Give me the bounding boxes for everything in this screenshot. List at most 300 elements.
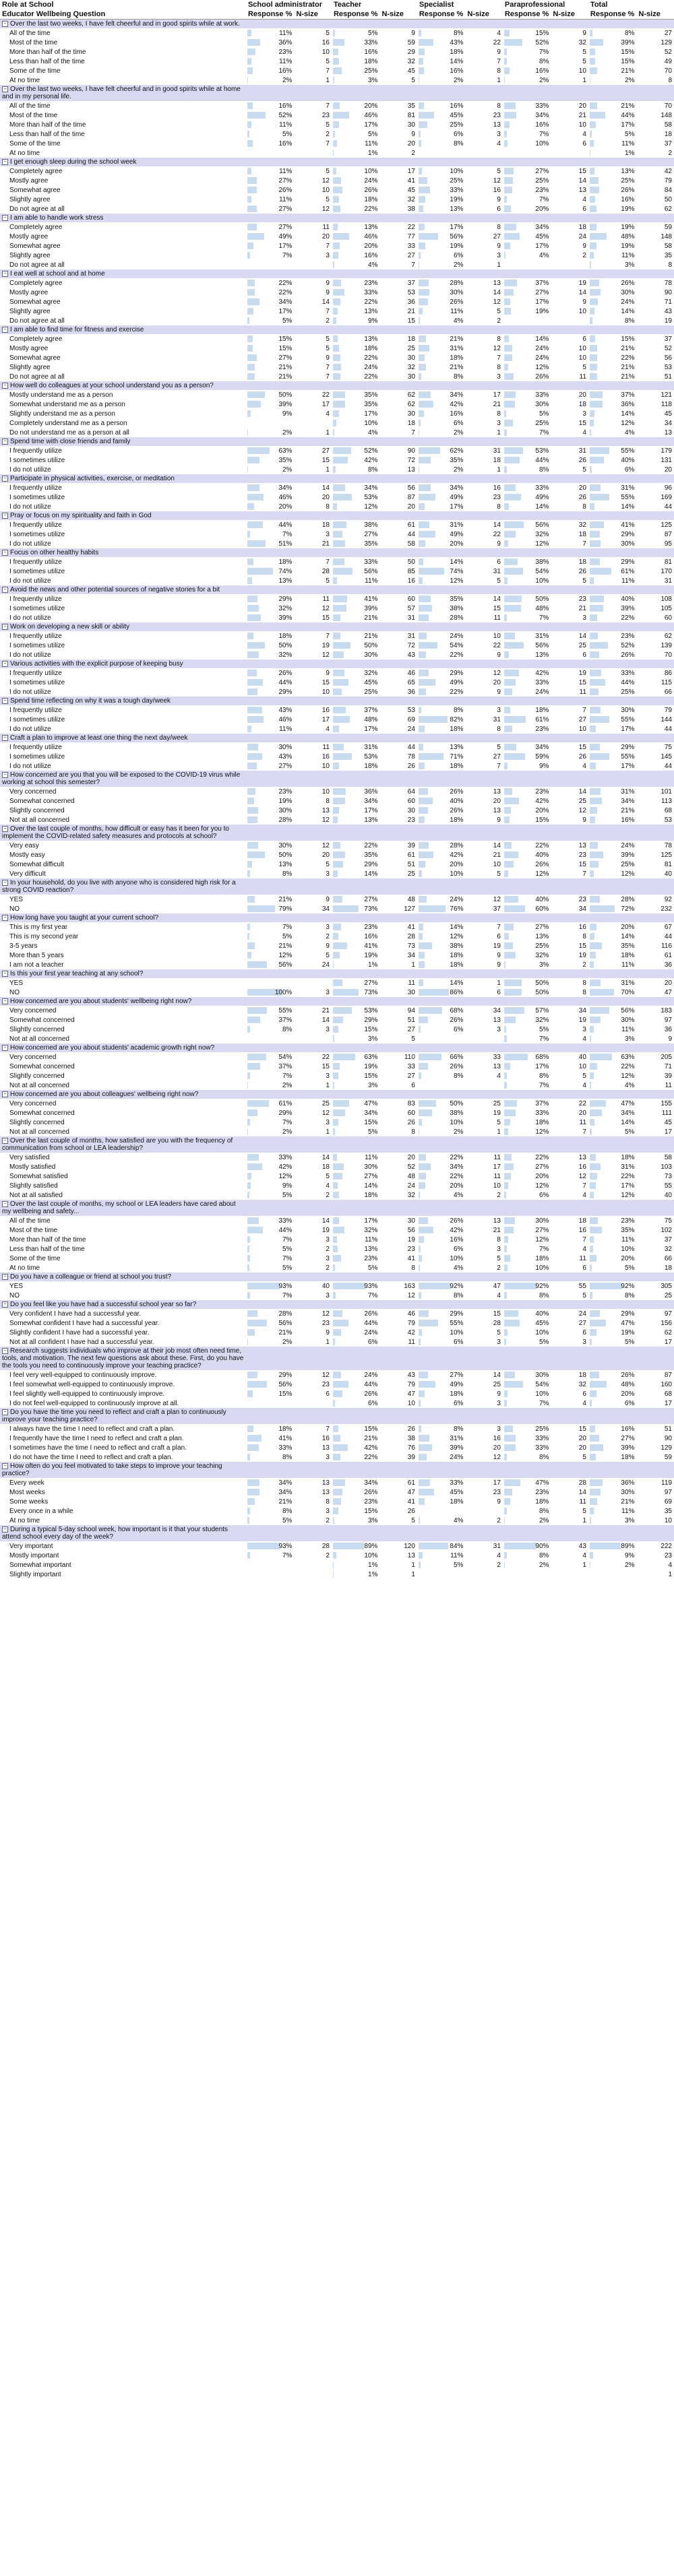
collapse-toggle-icon[interactable]: −	[2, 513, 8, 519]
response-percent: 32%	[246, 604, 295, 613]
answer-label: I do not feel well-equipped to continuously improve at all.	[9, 1399, 179, 1407]
question-row-spacer	[246, 969, 295, 978]
percent-bar	[590, 1508, 594, 1514]
response-percent: 44%	[332, 1318, 380, 1328]
percent-bar	[247, 1109, 257, 1116]
question-row[interactable]	[0, 734, 674, 742]
response-percent: 59%	[503, 752, 551, 761]
percent-bar	[419, 224, 425, 230]
response-percent: 21%	[246, 372, 295, 381]
response-percent: 29%	[332, 860, 380, 869]
collapse-toggle-icon[interactable]: −	[2, 587, 8, 593]
collapse-toggle-icon[interactable]: −	[2, 772, 8, 778]
answer-label: This is my second year	[9, 932, 79, 940]
collapse-toggle-icon[interactable]: −	[2, 1301, 8, 1308]
percent-bar	[247, 1227, 263, 1233]
percent-bar	[247, 39, 260, 46]
question-row-spacer	[465, 548, 503, 557]
answer-row	[0, 1244, 674, 1254]
question-row-spacer	[636, 158, 674, 166]
percent-bar	[590, 354, 597, 361]
response-percent: 12%	[503, 1235, 551, 1244]
response-percent: 42%	[503, 796, 551, 806]
collapse-toggle-icon[interactable]: −	[2, 21, 8, 27]
question-row[interactable]	[0, 771, 674, 787]
n-size: 55	[578, 1282, 586, 1290]
question-row-spacer	[465, 969, 503, 978]
answer-label: I frequently utilize	[9, 484, 62, 492]
question-row[interactable]	[0, 697, 674, 705]
percent-bar	[590, 466, 592, 473]
response-percent: 5%	[246, 1190, 295, 1200]
response-percent: 7%	[246, 529, 295, 539]
percent-bar	[247, 896, 255, 903]
n-size: 10	[321, 688, 330, 696]
question-row[interactable]	[0, 969, 674, 978]
response-percent: 22%	[588, 1062, 637, 1071]
response-percent: 13%	[246, 860, 295, 869]
question-row-spacer	[551, 771, 588, 787]
question-row-spacer	[246, 269, 295, 278]
n-size: 120	[404, 1542, 415, 1550]
answer-label: I frequently have the time I need to reflect and craft a plan.	[9, 1434, 184, 1442]
percent-bar	[247, 1217, 259, 1224]
n-size: 2	[326, 1245, 330, 1253]
question-row-spacer	[332, 20, 380, 29]
collapse-toggle-icon[interactable]: −	[2, 1526, 8, 1533]
collapse-toggle-icon[interactable]: −	[2, 439, 8, 445]
percent-bar	[590, 1163, 601, 1170]
n-size: 15	[321, 1062, 330, 1070]
percent-bar	[504, 121, 510, 128]
percent-bar	[419, 707, 421, 713]
n-size: 30	[407, 354, 415, 362]
question-row-spacer	[636, 1462, 674, 1478]
n-size: 62	[664, 1328, 672, 1337]
question-row-spacer	[503, 1136, 551, 1153]
question-row-spacer	[503, 878, 551, 895]
percent-bar	[419, 1236, 424, 1243]
n-size: 4	[582, 1245, 586, 1253]
question-row-spacer	[465, 474, 503, 483]
n-size: 26	[407, 1425, 415, 1433]
percent-bar	[590, 807, 597, 814]
percent-bar	[419, 373, 421, 380]
response-percent: 56%	[246, 1318, 295, 1328]
question-row[interactable]	[0, 913, 674, 922]
percent-bar	[419, 1119, 422, 1126]
percent-bar	[504, 568, 523, 575]
response-percent: 30%	[503, 399, 551, 409]
answer-row	[0, 1318, 674, 1328]
answer-label: I do not utilize	[9, 725, 51, 733]
n-size: 11	[493, 614, 501, 622]
question-row[interactable]	[0, 1043, 674, 1052]
response-percent: 49%	[246, 232, 295, 241]
question-row[interactable]	[0, 825, 674, 841]
question-row[interactable]	[0, 1136, 674, 1153]
n-size: 4	[582, 1191, 586, 1199]
percent-bar	[590, 308, 594, 315]
percent-bar	[419, 1543, 448, 1549]
response-percent: 36%	[246, 38, 295, 47]
percent-bar	[419, 568, 444, 575]
question-row[interactable]	[0, 878, 674, 895]
answer-label: Very easy	[9, 841, 39, 849]
answer-row	[0, 297, 674, 307]
n-size: 5	[497, 870, 501, 878]
question-row-spacer	[379, 659, 417, 668]
percent-bar	[247, 131, 249, 137]
question-row-spacer	[379, 734, 417, 742]
percent-bar	[247, 1082, 248, 1089]
n-size: 4	[326, 1182, 330, 1190]
response-percent: 21%	[246, 895, 295, 904]
question-row-spacer	[551, 997, 588, 1006]
response-percent: 6%	[417, 1337, 466, 1347]
percent-bar	[333, 1154, 337, 1161]
collapse-toggle-icon[interactable]: −	[2, 998, 8, 1004]
percent-bar	[504, 933, 509, 940]
collapse-toggle-icon[interactable]: −	[2, 1348, 8, 1354]
answer-label: YES	[9, 895, 24, 903]
collapse-toggle-icon[interactable]: −	[2, 698, 8, 704]
collapse-toggle-icon[interactable]: −	[2, 1091, 8, 1097]
n-size: 59	[664, 1453, 672, 1461]
response-percent: 53%	[332, 1006, 380, 1015]
collapse-toggle-icon[interactable]: −	[2, 1045, 8, 1051]
percent-bar	[504, 196, 507, 203]
response-percent: 7%	[503, 195, 551, 204]
answer-row	[0, 895, 674, 904]
n-size: 2	[582, 961, 586, 969]
question-row[interactable]	[0, 997, 674, 1006]
response-percent: 2%	[417, 465, 466, 474]
percent-bar	[504, 521, 524, 528]
collapse-toggle-icon[interactable]: −	[2, 915, 8, 921]
response-percent: 38%	[332, 520, 380, 529]
percent-bar	[333, 67, 342, 74]
response-percent: 50%	[246, 850, 295, 860]
collapse-toggle-icon[interactable]: −	[2, 735, 8, 741]
question-row-spacer	[332, 825, 380, 841]
n-size: 6	[582, 1264, 586, 1272]
percent-bar	[419, 540, 425, 547]
question-row-spacer	[379, 1525, 417, 1541]
percent-bar	[590, 798, 602, 804]
n-size: 62	[664, 632, 672, 640]
percent-bar	[590, 842, 598, 849]
n-size: 8	[497, 335, 501, 343]
response-percent: 19%	[332, 951, 380, 960]
n-size: 13	[493, 1016, 501, 1024]
question-row[interactable]	[0, 1347, 674, 1370]
question-row[interactable]	[0, 381, 674, 390]
question-row[interactable]	[0, 437, 674, 446]
n-size: 62	[407, 391, 415, 399]
percent-bar	[247, 1372, 257, 1378]
question-row-spacer	[551, 1300, 588, 1309]
response-percent: 48%	[588, 1380, 637, 1389]
question-row-spacer	[551, 1408, 588, 1424]
percent-bar	[247, 289, 255, 296]
n-size: 33	[493, 1053, 501, 1061]
n-size: 24	[407, 725, 415, 733]
n-size: 7	[582, 1235, 586, 1244]
n-size: 4	[582, 428, 586, 437]
collapse-toggle-icon[interactable]: −	[2, 661, 8, 667]
n-size: 11	[579, 688, 586, 696]
percent-bar	[419, 961, 425, 968]
question-row[interactable]	[0, 158, 674, 166]
n-size: 6	[582, 205, 586, 213]
percent-bar	[504, 870, 508, 877]
collapse-toggle-icon[interactable]: −	[2, 86, 8, 92]
collapse-toggle-icon[interactable]: −	[2, 1138, 8, 1144]
percent-bar	[590, 633, 598, 639]
response-percent: 5%	[588, 1127, 637, 1136]
question-row[interactable]	[0, 1090, 674, 1099]
response-percent: 2%	[503, 1516, 551, 1525]
question-row[interactable]	[0, 1273, 674, 1281]
response-percent: 22%	[332, 353, 380, 362]
question-text: − How concerned are you about students' wellbeing right now?	[0, 997, 246, 1006]
percent-bar	[333, 484, 345, 491]
response-percent: 46%	[246, 715, 295, 724]
percent-bar	[333, 252, 338, 259]
n-size: 4	[326, 410, 330, 418]
response-percent: 5%	[503, 409, 551, 418]
response-percent: 22%	[417, 1171, 466, 1181]
question-row-spacer	[636, 825, 674, 841]
response-percent: 19%	[246, 796, 295, 806]
percent-bar	[419, 558, 423, 565]
n-header: N-size	[551, 9, 588, 20]
question-row[interactable]	[0, 20, 674, 29]
percent-bar	[590, 494, 609, 501]
percent-bar	[419, 816, 425, 823]
question-text: − Over the last two weeks, I have felt cheerful and in good spirits while at home and in my personal life.	[0, 85, 246, 101]
question-row-spacer	[588, 1525, 637, 1541]
answer-label: I do not utilize	[9, 540, 51, 548]
question-row[interactable]	[0, 214, 674, 222]
collapse-toggle-icon[interactable]: −	[2, 1201, 8, 1207]
n-size: 43	[407, 651, 415, 659]
question-row[interactable]	[0, 269, 674, 278]
question-row[interactable]	[0, 1525, 674, 1541]
question-row[interactable]	[0, 1408, 674, 1424]
percent-bar	[247, 807, 258, 814]
response-percent: 5%	[503, 1025, 551, 1034]
response-percent: 3%	[332, 1516, 380, 1525]
collapse-toggle-icon[interactable]: −	[2, 271, 8, 277]
question-row-spacer	[417, 548, 466, 557]
percent-bar	[333, 77, 334, 84]
n-size: 3	[326, 1235, 330, 1244]
response-percent: 12%	[417, 932, 466, 941]
answer-row	[0, 1337, 674, 1347]
percent-bar	[333, 896, 342, 903]
response-percent: 46%	[332, 232, 380, 241]
response-percent: 34%	[503, 222, 551, 232]
collapse-toggle-icon[interactable]: −	[2, 383, 8, 389]
response-percent: 17%	[588, 724, 637, 734]
n-size: 2	[497, 1191, 501, 1199]
percent-bar	[419, 870, 422, 877]
n-size: 22	[321, 1053, 330, 1061]
question-row[interactable]	[0, 1200, 674, 1216]
n-size: 10	[493, 632, 501, 640]
collapse-toggle-icon[interactable]: −	[2, 971, 8, 977]
response-percent: 22%	[417, 687, 466, 697]
question-row-spacer	[417, 1462, 466, 1478]
collapse-toggle-icon[interactable]: −	[2, 215, 8, 221]
response-percent: 35%	[417, 455, 466, 465]
answer-label: All of the time	[9, 29, 51, 37]
percent-bar	[419, 1435, 429, 1442]
response-percent: 20%	[417, 1181, 466, 1190]
collapse-toggle-icon[interactable]: −	[2, 1409, 8, 1415]
percent-bar	[419, 1479, 430, 1486]
question-row-spacer	[379, 913, 417, 922]
n-size: 73	[664, 1172, 672, 1180]
question-row[interactable]	[0, 1300, 674, 1309]
question-text: − Avoid the news and other potential sources of negative stories for a bit	[0, 585, 246, 594]
collapse-toggle-icon[interactable]: −	[2, 1274, 8, 1280]
percent-bar	[333, 605, 346, 612]
n-size: 23	[321, 1319, 330, 1327]
question-row[interactable]	[0, 622, 674, 631]
n-size: 27	[493, 752, 501, 761]
response-percent: 33%	[332, 557, 380, 567]
response-percent: 15%	[588, 57, 637, 66]
n-size: 31	[493, 447, 501, 455]
n-size: 16	[493, 186, 501, 194]
response-percent: 27%	[417, 1370, 466, 1380]
answer-label: Most of the time	[9, 1226, 58, 1234]
percent-bar	[419, 67, 424, 74]
percent-bar	[504, 1236, 508, 1243]
percent-bar	[590, 410, 594, 417]
n-size: 6	[582, 1390, 586, 1398]
n-size: 13	[493, 806, 501, 814]
percent-bar	[333, 420, 336, 426]
question-text: − I get enough sleep during the school week	[0, 158, 246, 166]
response-percent: 13%	[417, 204, 466, 214]
question-row-spacer	[332, 85, 380, 101]
question-row-spacer	[588, 734, 637, 742]
collapse-toggle-icon[interactable]: −	[2, 1463, 8, 1469]
percent-bar	[419, 243, 425, 249]
response-percent: 21%	[246, 941, 295, 951]
question-row[interactable]	[0, 659, 674, 668]
n-size: 3	[497, 373, 501, 381]
response-percent: 15%	[588, 47, 637, 57]
response-percent: 25%	[503, 418, 551, 428]
question-row[interactable]	[0, 585, 674, 594]
response-percent: 33%	[503, 390, 551, 399]
n-size: 4	[668, 1561, 672, 1569]
percent-bar	[504, 1182, 508, 1189]
question-row-spacer	[246, 1200, 295, 1216]
response-percent: 11%	[246, 195, 295, 204]
percent-bar	[247, 1543, 280, 1549]
collapse-toggle-icon[interactable]: −	[2, 826, 8, 832]
answer-row	[0, 978, 674, 988]
question-row-spacer	[246, 997, 295, 1006]
n-size: 8	[326, 503, 330, 511]
n-size: 14	[578, 787, 586, 796]
n-size: 22	[493, 530, 501, 538]
question-row[interactable]	[0, 511, 674, 520]
question-row-spacer	[503, 913, 551, 922]
question-row[interactable]	[0, 85, 674, 101]
response-percent: 54%	[417, 641, 466, 650]
collapse-toggle-icon[interactable]: −	[2, 880, 8, 886]
percent-bar	[419, 1217, 428, 1224]
response-percent: 11%	[246, 57, 295, 66]
response-percent: 8%	[246, 869, 295, 878]
answer-label: I sometimes utilize	[9, 752, 65, 761]
n-size: 9	[326, 288, 330, 296]
response-percent: 23%	[588, 1216, 637, 1225]
n-size: 3	[497, 251, 501, 259]
percent-bar	[590, 924, 596, 930]
percent-bar	[419, 1320, 438, 1326]
collapse-toggle-icon[interactable]: −	[2, 476, 8, 482]
question-row[interactable]	[0, 548, 674, 557]
collapse-toggle-icon[interactable]: −	[2, 550, 8, 556]
answer-row	[0, 594, 674, 604]
response-percent: 89%	[588, 1541, 637, 1551]
pct-header: Response %	[503, 9, 551, 20]
n-size: 21	[407, 307, 415, 315]
n-size: 9	[326, 669, 330, 677]
question-text: − Research suggests individuals who improve at their job most often need time, tools, and motivation. The next few questions ask about these. First, do you have the tools you need to continuously improve your teaching practice?	[0, 1347, 246, 1370]
response-percent: 33%	[246, 1216, 295, 1225]
percent-bar	[590, 1400, 592, 1407]
question-row[interactable]	[0, 474, 674, 483]
n-size: 40	[664, 1191, 672, 1199]
answer-row	[0, 1497, 674, 1506]
collapse-toggle-icon[interactable]: −	[2, 327, 8, 333]
n-size: 125	[661, 851, 672, 859]
question-row-spacer	[379, 548, 417, 557]
question-row[interactable]	[0, 1462, 674, 1478]
question-row-spacer	[294, 825, 331, 841]
n-size: 34	[407, 951, 415, 959]
n-size: 3	[582, 410, 586, 418]
percent-bar	[504, 457, 520, 463]
percent-bar	[419, 140, 421, 147]
percent-bar	[504, 39, 522, 46]
n-size: 5	[326, 577, 330, 585]
n-size: 37	[493, 905, 501, 913]
percent-bar	[333, 642, 350, 649]
response-percent: 30%	[588, 539, 637, 548]
percent-bar	[590, 1425, 595, 1432]
n-size: 3	[497, 1245, 501, 1253]
collapse-toggle-icon[interactable]: −	[2, 159, 8, 165]
question-text: − Do you feel like you have had a successful school year so far?	[0, 1300, 246, 1309]
answer-row	[0, 390, 674, 399]
n-size: 7	[582, 706, 586, 714]
question-row-spacer	[636, 878, 674, 895]
collapse-toggle-icon[interactable]: −	[2, 624, 8, 630]
question-row[interactable]	[0, 325, 674, 334]
n-size: 9	[668, 1035, 672, 1043]
percent-bar	[333, 707, 346, 713]
